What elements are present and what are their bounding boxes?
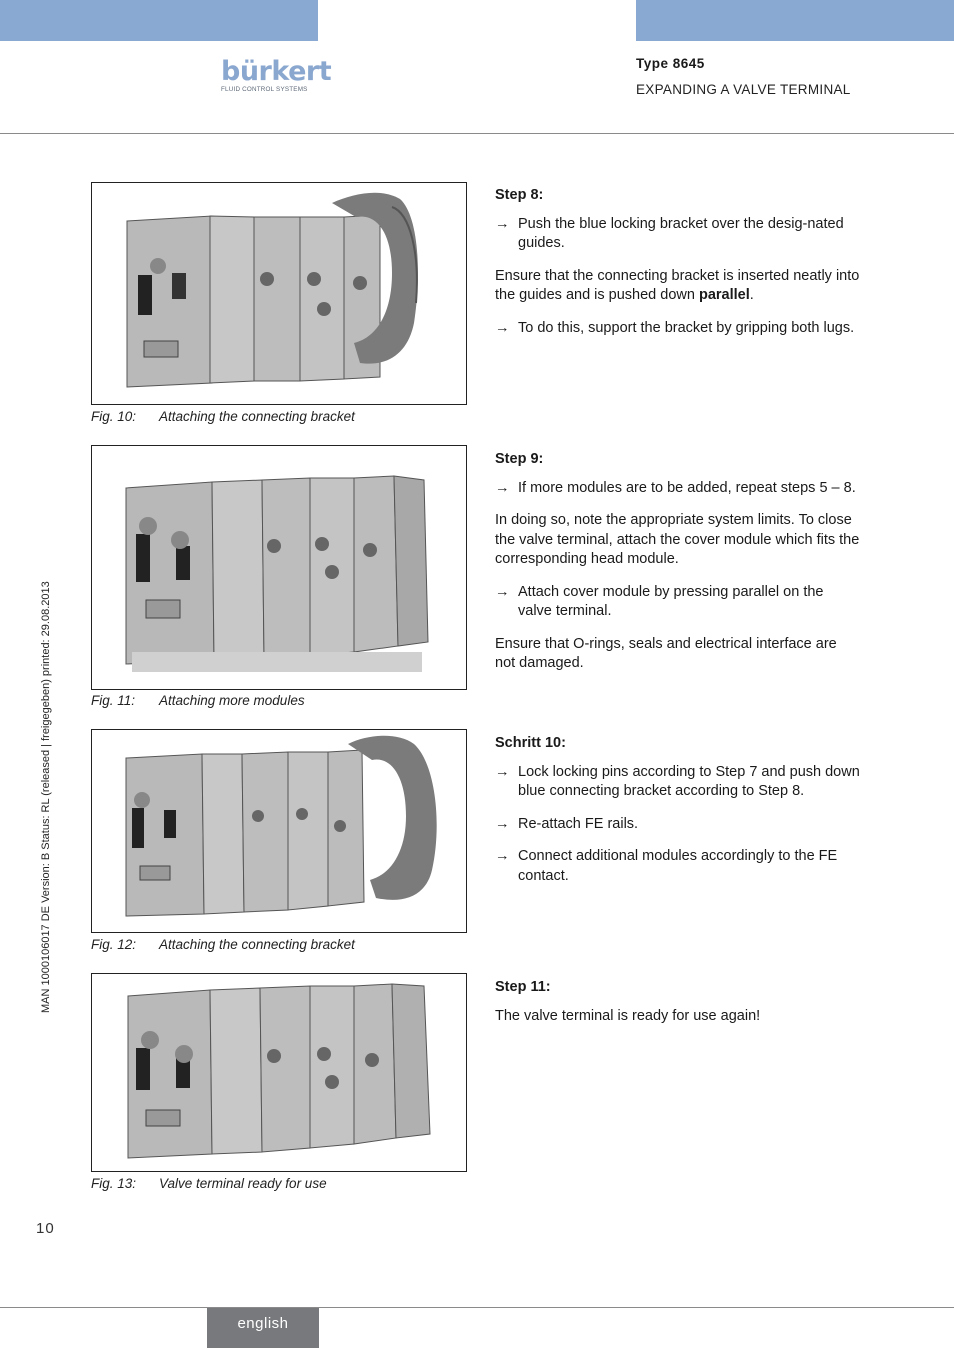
- paragraph: [495, 267, 860, 306]
- figure-number: Fig. 10:: [91, 409, 137, 424]
- step-10: [495, 734, 860, 899]
- arrow-icon: →: [495, 319, 510, 336]
- figure-10-caption: [91, 409, 355, 424]
- figure-number: Fig. 11:: [91, 693, 136, 708]
- figure-13-photo: [91, 973, 467, 1172]
- logo-wordmark: bürkert: [221, 56, 332, 87]
- step-8: [495, 186, 860, 351]
- instruction-item: [495, 479, 860, 499]
- paragraph: Ensure that O-rings, seals and electrical interface are not damaged.: [495, 635, 837, 671]
- logo-tagline: FLUID CONTROL SYSTEMS: [221, 86, 308, 93]
- footer-divider: [0, 1307, 954, 1308]
- header-bar-left: [0, 0, 318, 41]
- figure-12-caption: [91, 937, 355, 952]
- instruction-item: [495, 763, 860, 802]
- paragraph: In doing so, note the appropriate system limits. To close the valve terminal, attach the cover module which fits the corresponding head module.: [495, 512, 860, 567]
- figure-13-caption: [91, 1176, 327, 1191]
- arrow-icon: →: [495, 479, 510, 496]
- emphasis-text: parallel: [698, 287, 750, 303]
- paragraph-text: .: [749, 287, 754, 303]
- instruction-text: Re-attach FE rails.: [518, 815, 639, 832]
- step-title: Step 8:: [495, 187, 544, 203]
- figure-number: Fig. 12:: [91, 937, 137, 952]
- step-9: [495, 450, 860, 687]
- arrow-icon: →: [495, 763, 510, 780]
- figure-12-photo: [91, 729, 467, 933]
- instruction-item: [495, 815, 860, 835]
- figure-11-caption: [91, 693, 305, 708]
- instruction-text: Connect additional modules accordingly to the FE contact.: [518, 848, 838, 884]
- figure-caption-text: Attaching more modules: [159, 693, 305, 708]
- instruction-text: If more modules are to be added, repeat steps 5 – 8.: [518, 479, 856, 496]
- instruction-text: Attach cover module by pressing parallel on the valve terminal.: [518, 583, 824, 619]
- instruction-text: Push the blue locking bracket over the desig-nated guides.: [518, 215, 844, 251]
- arrow-icon: →: [495, 215, 510, 232]
- figure-caption-text: Valve terminal ready for use: [159, 1176, 327, 1191]
- header-divider: [0, 133, 954, 134]
- instruction-item: [495, 583, 860, 622]
- document-metadata-sidebar: MAN 1000106017 DE Version: B Status: RL (released | freigegeben) printed: 29.08.2013: [40, 581, 52, 1013]
- header-bar-right: [636, 0, 954, 41]
- instruction-item: [495, 319, 860, 339]
- page-number: 10: [36, 1220, 55, 1237]
- instruction-text: Lock locking pins according to Step 7 and push down blue connecting bracket according to Step 8.: [518, 763, 860, 799]
- step-11: [495, 978, 860, 1039]
- figure-caption-text: Attaching the connecting bracket: [159, 409, 355, 424]
- instruction-text: To do this, support the bracket by gripping both lugs.: [518, 319, 855, 336]
- language-tab: english: [207, 1308, 319, 1348]
- figure-11-photo: [91, 445, 467, 690]
- paragraph: The valve terminal is ready for use again!: [495, 1007, 761, 1024]
- document-type: Type 8645: [636, 56, 705, 71]
- step-title: Step 11:: [495, 979, 551, 995]
- step-title: Schritt 10:: [495, 735, 566, 751]
- figure-number: Fig. 13:: [91, 1176, 137, 1191]
- figure-10-photo: [91, 182, 467, 405]
- paragraph-text: Ensure that the connecting bracket is inserted neatly into the guides and is pushed down: [495, 267, 860, 303]
- arrow-icon: →: [495, 815, 510, 832]
- burkert-logo: [221, 56, 332, 96]
- instruction-item: [495, 215, 860, 254]
- arrow-icon: →: [495, 583, 510, 600]
- document-section-title: EXPANDING A VALVE TERMINAL: [636, 82, 851, 97]
- figure-caption-text: Attaching the connecting bracket: [159, 937, 355, 952]
- arrow-icon: →: [495, 848, 510, 864]
- step-title: Step 9:: [495, 451, 544, 467]
- instruction-item: [495, 847, 860, 886]
